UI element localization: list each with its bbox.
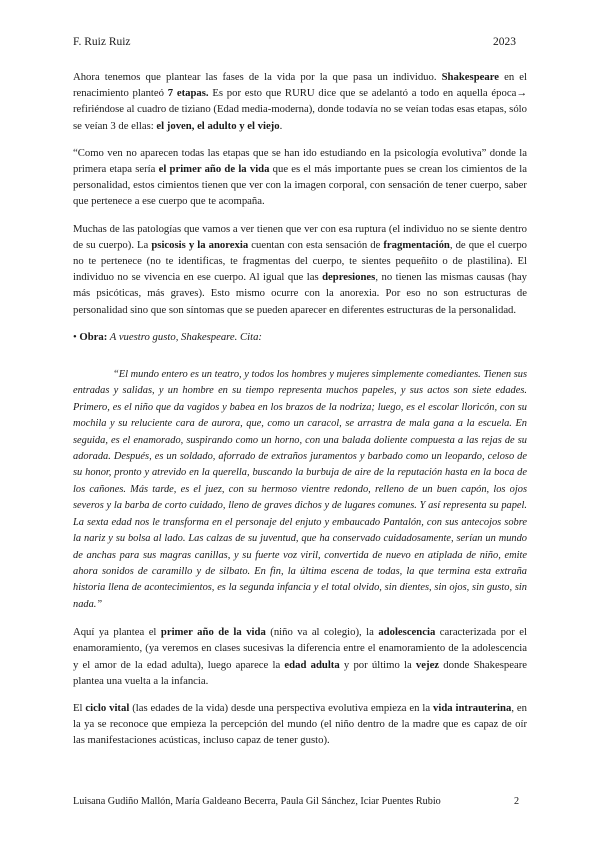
bold-term: 7 etapas. <box>167 87 209 100</box>
header-author: F. Ruiz Ruiz <box>73 36 131 48</box>
bold-term: vida intrauterina <box>433 701 512 714</box>
page-number: 2 <box>514 796 520 807</box>
paragraph-pathologies: Muchas de las patologías que vamos a ver tienen que ver con esa ruptura (el individuo no se siente dentro de su cuerpo). La psicosis y la anorexia cuentan con esta sensación de fragmentación, de que el cuerpo no te pertenece (no te identificas, te fragmentas del cuerpo, te sientes pequeñito o de plastilina). El individuo no se vivencia en ese cuerpo. Al igual que las depresiones, no tienen las mismas causas (hay más psicóticas, más graves). Esto mismo ocurre con la anorexia. Por eso no son estructuras de personalidad sino que son síntomas que se pueden aparecer en diferentes estructuras de la personalidad. <box>73 222 528 316</box>
shakespeare-quote: “El mundo entero es un teatro, y todos los hombres y mujeres simplemente comediantes. Tienen sus entradas y salidas, y un hombre en su tiempo representa muchos papeles, y sus actos son siete edades. Primero, es el niño que da vagidos y babea en los brazos de la nodriza; luego, es el escolar lloricón, con su mochila y su reluciente cara de aurora, que, como un caracol, se arrastra de mala gana a la escuela. En seguida, es el enamorado, suspirando como un horno, con una balada doliente compuesta a las rejas de su adorada. Después, es un soldado, aforrado de extraños juramentos y barbado como un leopardo, celoso de su honor, pronto y atrevido en la querella, buscando la burbuja de aire de la reputación hasta en la boca de los cañones. Más tarde, es el juez, con su hermoso vientre redondo, relleno de un buen capón, los ojos severos y la barba de corto cuidado, lleno de graves dichos y de lugares comunes. Y así representa su papel. La sexta edad nos le transforma en el personaje del enjuto y embaucado Pantalón, con sus antecojos sobre la nariz y su bolsa al lado. Las calzas de su juventud, que ha conservado cuidadosamente, serían un mundo de anchas para sus magras canillas, y su fuerte voz viril, convertida de nuevo en atiplada de niño, emite ahora sonidos de caramillo y de silbato. En fin, la última escena de todas, la que termina esta extraña historia llena de acontecimientos, es la segunda infancia y el total olvido, sin dientes, sin ojos, sin gusto, sin nada.” <box>73 369 527 610</box>
paragraph-first-year: “Como ven no aparecen todas las etapas que se han ido estudiando en la psicología evolutiva” donde la primera etapa sería el primer año de la vida que es el más importante pues se crean los cimientos de la personalidad, estos cimientos tienen que ver con la imagen corporal, con sensación de tener cuerpo, saber que pertenece a ese cuerpo que te acompaña. <box>73 146 527 208</box>
bold-term: edad adulta <box>284 658 340 671</box>
paragraph-stages-intro: Ahora tenemos que plantear las fases de la vida por la que pasa un individuo. Shakespeare en el renacimiento planteó 7 etapas. Es por esto que RURU dice que se adelantó a todo en aquella época→ refiriéndose al cuadro de tiziano (Edad media-moderna), donde todavía no se veían todas esas etapas, sólo se veían 3 de ellas: el joven, el adulto y el viejo. <box>73 71 528 132</box>
paragraph-stages-explained: Aquí ya plantea el primer año de la vida (niño va al colegio), la adolescencia caracterizada por el enamoramiento, (ya veremos en clases sucesivas la diferencia entre el enamoramiento de la adolescencia y el amor de la edad adulta), luego aparece la edad adulta y por último la vejez donde Shakespeare plantea una vuelta a la infancia. <box>73 626 527 687</box>
footer-authors: Luisana Gudiño Mallón, María Galdeano Becerra, Paula Gil Sánchez, Iciar Puentes Rubio <box>73 796 441 807</box>
bold-term: adolescencia <box>378 626 436 639</box>
bold-term: el primer año de la vida <box>158 163 270 176</box>
document-body <box>73 69 527 760</box>
bullet-obra <box>73 329 527 345</box>
bold-term: ciclo vital <box>85 701 130 714</box>
bold-term: psicosis y la anorexia <box>151 238 249 251</box>
obra-label: Obra: <box>79 330 108 343</box>
bold-term: Shakespeare <box>441 71 500 83</box>
bullet-icon: • <box>73 330 80 343</box>
bold-term: fragmentación <box>383 238 450 251</box>
obra-title: A vuestro gusto, Shakespeare. Cita: <box>107 330 262 343</box>
bold-term: vejez <box>415 658 440 671</box>
bold-term: el joven, el adulto y el viejo <box>156 119 280 132</box>
bold-term: primer año de la vida <box>160 626 266 639</box>
paragraph-life-cycle: El ciclo vital (las edades de la vida) desde una perspectiva evolutiva empieza en la vida intrauterina, en la ya se reconoce que empieza la percepción del mundo (el niño dentro de la madre que es capaz de oír las manifestaciones acústicas, incluso capaz de tener gusto). <box>73 701 527 747</box>
bold-term: depresiones <box>322 271 376 284</box>
header-year: 2023 <box>493 36 516 48</box>
